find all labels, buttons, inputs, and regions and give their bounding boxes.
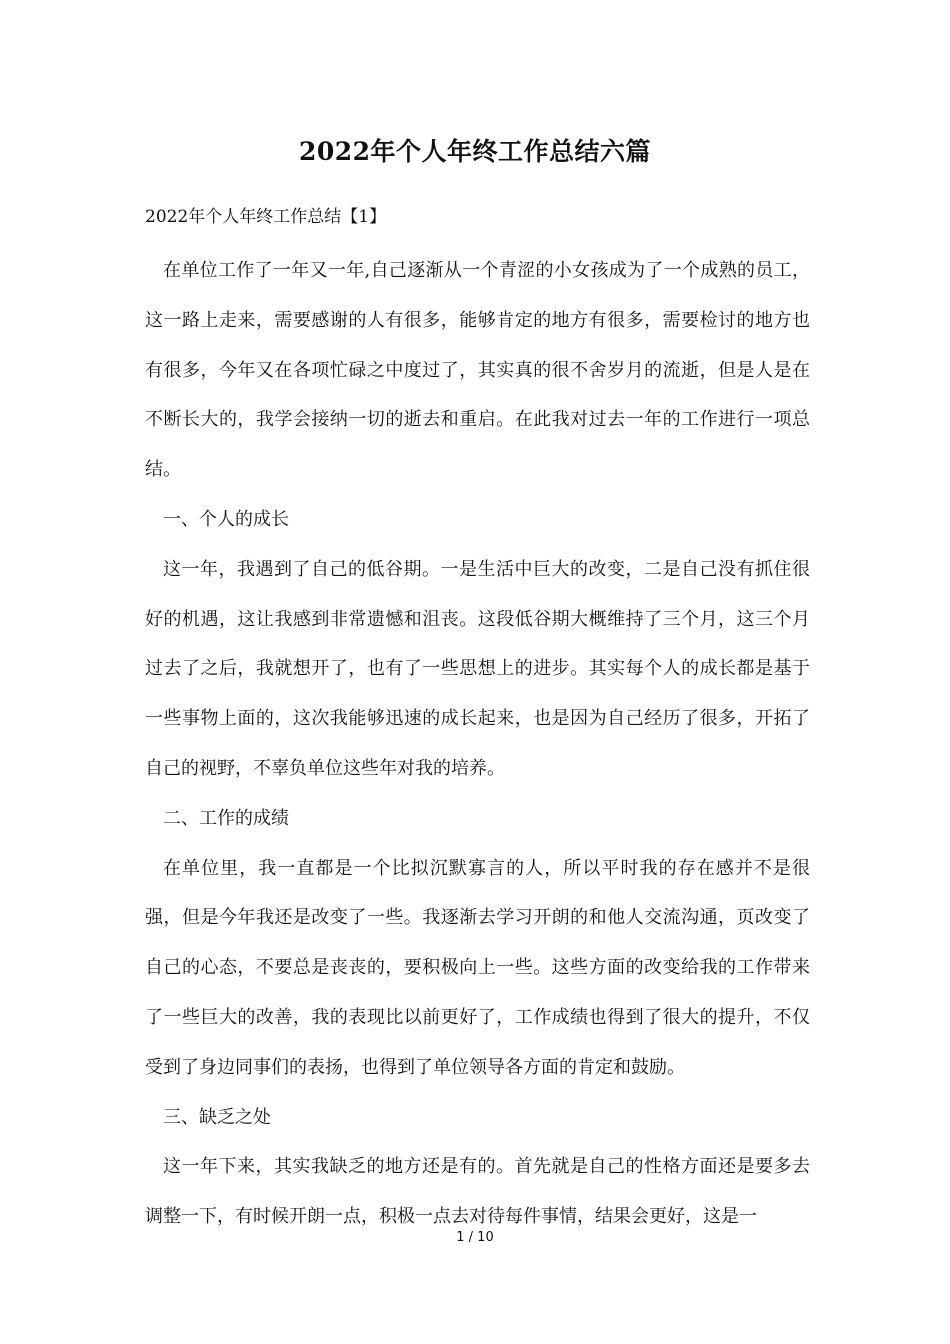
paragraph-intro: 在单位工作了一年又一年,自己逐渐从一个青涩的小女孩成为了一个成熟的员工，这一路上走来，需要感谢的人有很多，能够肯定的地方有很多，需要检讨的地方也有很多，今年又在各项忙碌之中度过了，其实真的很不舍岁月的流逝，但是人是在不断长大的，我学会接纳一切的逝去和重启。在此我对过去一年的工作进行一项总结。 bbox=[145, 260, 810, 481]
document-title: 2022年个人年终工作总结六篇 bbox=[298, 137, 652, 166]
document-body bbox=[145, 246, 810, 1242]
paragraph-achievements: 在单位里，我一直都是一个比拟沉默寡言的人，所以平时我的存在感并不是很强，但是今年我还是改变了一些。我逐渐去学习开朗的和他人交流沟通，页改变了自己的心态，不要总是丧丧的，要积极向上一些。这些方面的改变给我的工作带来了一些巨大的改善，我的表现比以前更好了，工作成绩也得到了很大的提升，不仅受到了身边同事们的表扬，也得到了单位领导各方面的肯定和鼓励。 bbox=[145, 857, 810, 1078]
section-heading-achievements: 二、工作的成绩 bbox=[163, 807, 289, 829]
paragraph-growth: 这一年，我遇到了自己的低谷期。一是生活中巨大的改变，二是自己没有抓住很好的机遇，这让我感到非常遗憾和沮丧。这段低谷期大概维持了三个月，这三个月过去了之后，我就想开了，也有了一些思想上的进步。其实每个人的成长都是基于一些事物上面的，这次我能够迅速的成长起来，也是因为自己经历了很多，开拓了自己的视野，不辜负单位这些年对我的培养。 bbox=[145, 558, 810, 779]
section-heading-growth: 一、个人的成长 bbox=[163, 508, 289, 530]
section-heading-shortcomings: 三、缺乏之处 bbox=[163, 1106, 271, 1128]
paragraph-shortcomings: 这一年下来，其实我缺乏的地方还是有的。首先就是自己的性格方面还是要多去调整一下，有时候开朗一点，积极一点去对待每件事情，结果会更好，这是一 bbox=[145, 1156, 810, 1228]
page-number: 1 / 10 bbox=[456, 1230, 494, 1245]
section-subtitle: 2022年个人年终工作总结【1】 bbox=[145, 207, 387, 227]
